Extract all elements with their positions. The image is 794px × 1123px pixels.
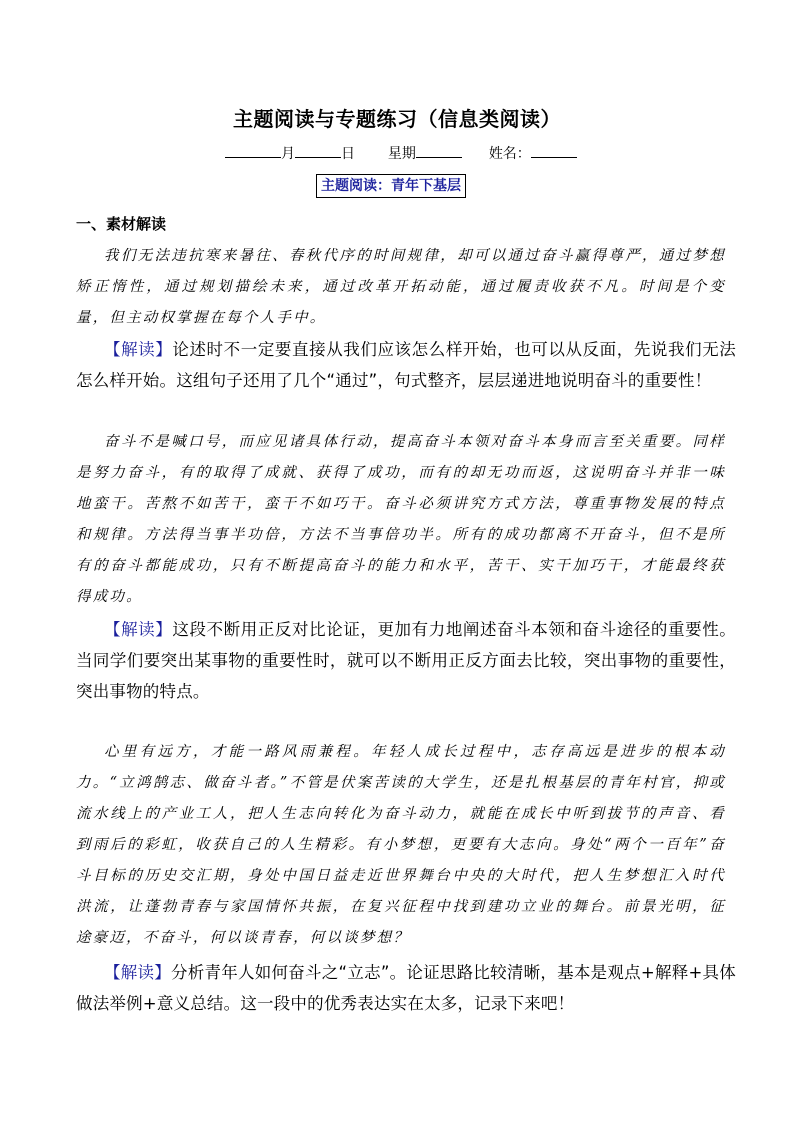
analysis-paragraph	[76, 957, 736, 1019]
material-paragraph: 奋斗不是喊口号，而应见诸具体行动，提高奋斗本领对奋斗本身而言至关重要。同样是努力奋斗，有的取得了成就、获得了成功，而有的却无功而返，这说明奋斗并非一味地蛮干。苦熬不如苦干，蛮干不如巧干。奋斗必须讲究方式方法，尊重事物发展的特点和规律。方法得当事半功倍，方法不当事倍功半。所有的成功都离不开奋斗，但不是所有的奋斗都能成功，只有不断提高奋斗的能力和水平，苦干、实干加巧干，才能最终获得成功。	[76, 434, 726, 605]
dateline	[225, 143, 577, 163]
analysis-paragraph	[76, 614, 736, 707]
material-paragraph: 心里有远方，才能一路风雨兼程。年轻人成长过程中，志存高远是进步的根本动力。“立鸿鹄志、做奋斗者。”不管是伏案苦读的大学生，还是扎根基层的青年村官，抑或流水线上的产业工人，把人生志向转化为奋斗动力，就能在成长中听到拔节的声音、看到雨后的彩虹，收获自己的人生精彩。有小梦想，更要有大志向。身处“两个一百年”奋斗目标的历史交汇期，身处中国日益走近世界舞台中央的大时代，把人生梦想汇入时代洪流，让蓬勃青春与家国情怀共振，在复兴征程中找到建功立业的舞台。前景光明，征途豪迈，不奋斗，何以谈青春，何以谈梦想？	[76, 744, 726, 946]
theme-box: 主题阅读：青年下基层	[316, 174, 466, 198]
analysis-text: 分析青年人如何奋斗之“立志”。论证思路比较清晰，基本是观点+解释+具体做法举例+意义总结。这一段中的优秀表达实在太多，记录下来吧！	[76, 963, 736, 1013]
weekday-label: 星期	[387, 146, 416, 162]
month-blank[interactable]	[225, 143, 281, 158]
analysis-tag: 【解读】	[104, 340, 173, 359]
analysis-tag: 【解读】	[104, 620, 173, 639]
material-paragraph: 我们无法违抗寒来暑往、春秋代序的时间规律，却可以通过奋斗赢得尊严，通过梦想矫正惰性，通过规划描绘未来，通过改革开拓动能，通过履责收获不凡。时间是个变量，但主动权掌握在每个人手中。	[76, 248, 726, 326]
analysis-tag: 【解读】	[104, 963, 172, 982]
day-label: 日	[341, 146, 355, 162]
page-title: 主题阅读与专题练习（信息类阅读）	[233, 107, 561, 131]
month-label: 月	[281, 146, 295, 162]
name-label: 姓名：	[488, 146, 531, 162]
weekday-blank[interactable]	[416, 143, 462, 158]
analysis-paragraph	[76, 334, 736, 396]
analysis-text: 论述时不一定要直接从我们应该怎么样开始，也可以从反面，先说我们无法怎么样开始。这组句子还用了几个“通过”，句式整齐，层层递进地说明奋斗的重要性！	[76, 340, 736, 390]
day-blank[interactable]	[295, 143, 341, 158]
analysis-text: 这段不断用正反对比论证，更加有力地阐述奋斗本领和奋斗途径的重要性。当同学们要突出某事物的重要性时，就可以不断用正反方面去比较，突出事物的重要性，突出事物的特点。	[76, 620, 736, 701]
section-heading: 一、素材解读	[76, 215, 167, 233]
name-blank[interactable]	[531, 143, 577, 158]
